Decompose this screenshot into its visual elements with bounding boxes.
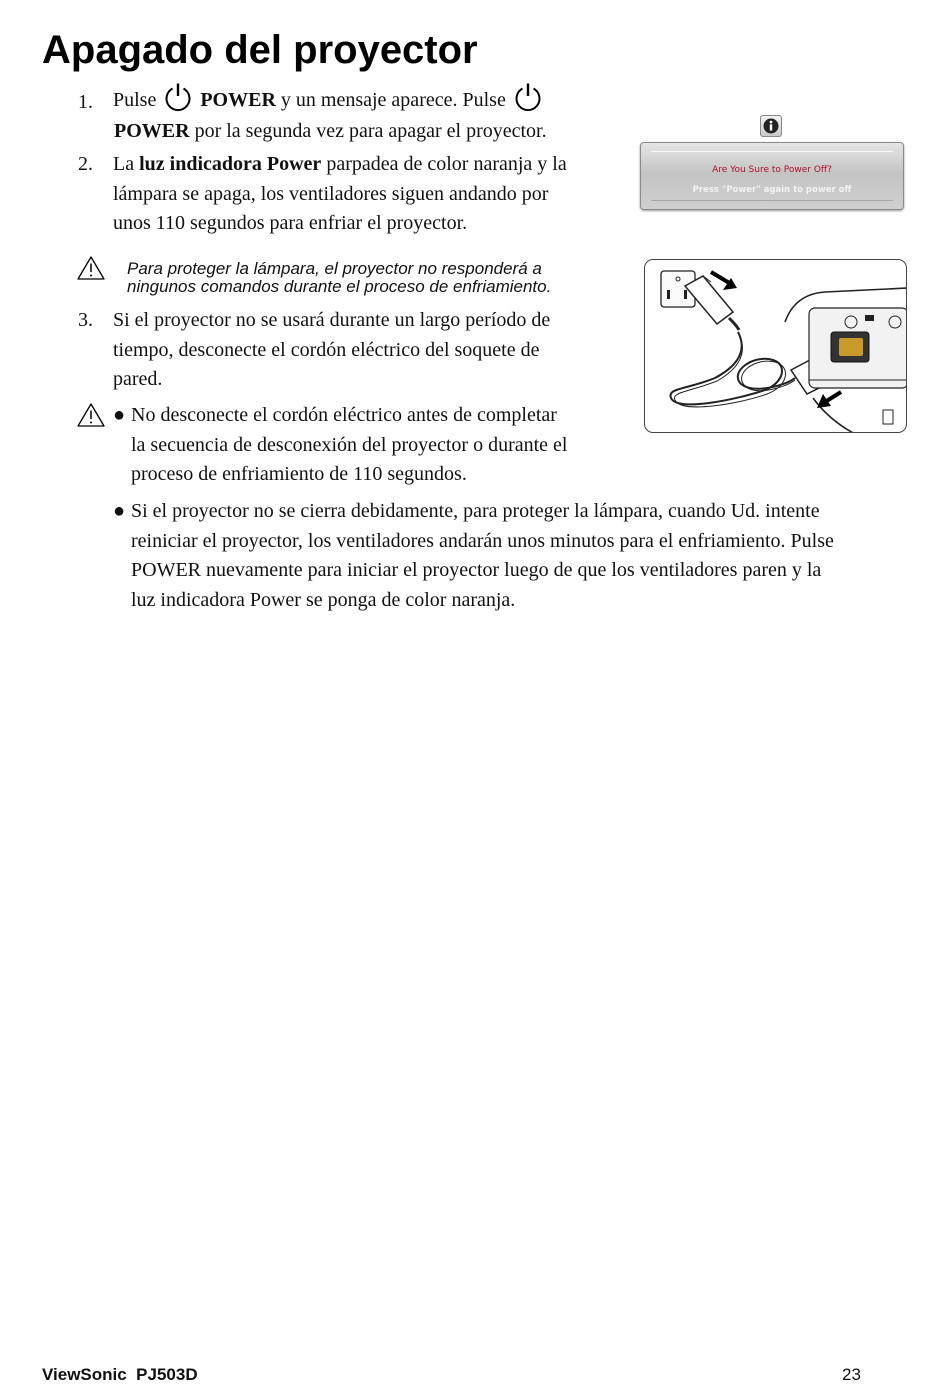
step-2-line-3: unos 110 segundos para enfriar el proyector. bbox=[113, 212, 468, 234]
warning-1-text bbox=[131, 401, 567, 490]
step-1-text-post: y un mensaje aparece. Pulse bbox=[280, 89, 506, 111]
osd-question: Are You Sure to Power Off? bbox=[712, 165, 832, 175]
step-2-number: 2. bbox=[78, 153, 93, 175]
step-3-line-1: Si el proyector no se usará durante un largo período de bbox=[113, 309, 551, 331]
step-1-line-2-text: por la segunda vez para apagar el proyector. bbox=[194, 120, 547, 142]
info-icon bbox=[760, 115, 782, 137]
step-2-pre: La bbox=[113, 153, 135, 175]
note-text bbox=[127, 260, 551, 296]
note-line-2: ningunos comandos durante el proceso de enfriamiento. bbox=[127, 277, 552, 296]
warning-triangle-icon bbox=[76, 402, 106, 428]
step-1-line-1 bbox=[113, 82, 545, 116]
warning-2-line-3: POWER nuevamente para iniciar el proyector luego de que los ventiladores paren y la bbox=[131, 559, 822, 581]
page-title: Apagado del proyector bbox=[42, 28, 478, 72]
step-3-line-3: pared. bbox=[113, 368, 163, 390]
power-icon bbox=[163, 82, 193, 112]
step-1-line-2 bbox=[114, 117, 547, 147]
step-1-power-label: POWER bbox=[200, 89, 276, 111]
step-3-line-2: tiempo, desconecte el cordón eléctrico del soquete de bbox=[113, 338, 540, 361]
warning-2-text bbox=[131, 497, 834, 615]
footer-brand: ViewSonic PJ503D bbox=[42, 1365, 198, 1384]
warning-2-line-4: luz indicadora Power se ponga de color naranja. bbox=[131, 588, 516, 611]
power-icon bbox=[513, 82, 543, 112]
bullet-icon: ● bbox=[113, 500, 126, 522]
osd-prompt: Press "Power" again to power off bbox=[692, 185, 852, 195]
step-3-number: 3. bbox=[78, 309, 93, 331]
note-line-1: Para proteger la lámpara, el proyector no responderá a bbox=[127, 259, 542, 278]
osd-dialog bbox=[640, 142, 904, 210]
warning-1-line-1: No desconecte el cordón eléctrico antes de completar bbox=[131, 404, 557, 426]
warning-triangle-icon bbox=[76, 255, 106, 281]
warning-2-line-2: reiniciar el proyector, los ventiladores andarán unos minutos para el enfriamiento. Pulse bbox=[131, 529, 834, 552]
warning-1-line-3: proceso de enfriamiento de 110 segundos. bbox=[131, 463, 467, 485]
power-off-osd-figure bbox=[636, 112, 906, 216]
step-1-power-label-2: POWER bbox=[114, 120, 190, 142]
warning-1-line-2: la secuencia de desconexión del proyector o durante el bbox=[131, 433, 568, 456]
unplug-drawing bbox=[645, 260, 907, 433]
step-1-text-pre: Pulse bbox=[113, 89, 157, 111]
step-2-text bbox=[113, 150, 628, 239]
step-2-line-1: parpadea de color naranja y la bbox=[326, 153, 567, 175]
step-2-bold: luz indicadora Power bbox=[139, 153, 322, 175]
unplug-illustration bbox=[644, 259, 907, 433]
bullet-icon: ● bbox=[113, 404, 126, 426]
page-number: 23 bbox=[842, 1365, 861, 1384]
step-3-text bbox=[113, 306, 550, 395]
warning-2-line-1: Si el proyector no se cierra debidamente, para proteger la lámpara, cuando Ud. intente bbox=[131, 500, 820, 522]
step-1-number: 1. bbox=[78, 91, 93, 113]
step-2-line-2: lámpara se apaga, los ventiladores siguen andando por bbox=[113, 182, 549, 205]
